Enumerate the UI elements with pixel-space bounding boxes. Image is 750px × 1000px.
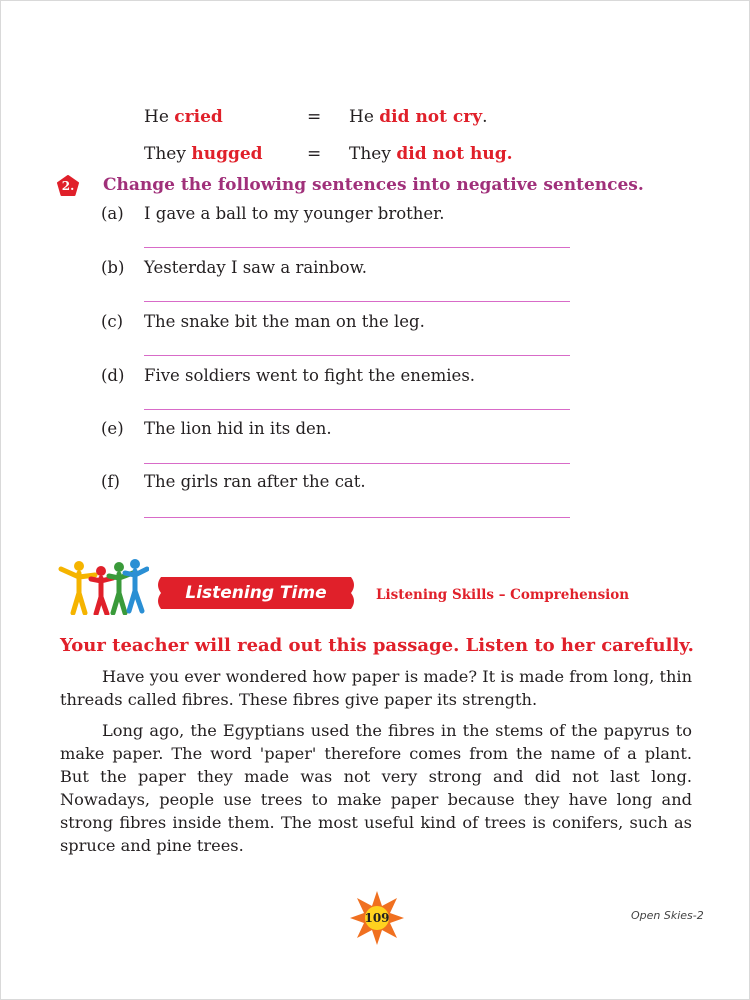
answer-line[interactable]	[144, 301, 570, 302]
exercise-item: (b) Yesterday I saw a rainbow.	[101, 258, 367, 277]
example-lhs: They hugged	[144, 144, 263, 164]
example-rhs: He did not cry.	[349, 107, 488, 127]
question-title: Change the following sentences into negative sentences.	[103, 175, 644, 195]
exercise-item: (d) Five soldiers went to fight the enemies.	[101, 366, 476, 385]
page-number: 109	[364, 911, 390, 925]
question-number-badge: 2.	[57, 175, 79, 197]
example-rhs: They did not hug.	[349, 144, 513, 164]
answer-line[interactable]	[144, 355, 570, 356]
listening-time-banner: Listening Time	[185, 583, 327, 603]
answer-line[interactable]	[144, 409, 570, 410]
passage-paragraph: Long ago, the Egyptians used the fibres in the stems of the papyrus to make paper. The word 'paper' therefore comes from the name of a plant. But the paper they made was not very strong and did not last long. Nowadays, people use trees to make paper because they have long and strong fibres inside them. The most useful kind of trees is conifers, such as spruce and pine trees.	[60, 721, 692, 855]
listening-instruction: Your teacher will read out this passage. Listen to her carefully.	[60, 635, 694, 656]
book-title-footer: Open Skies-2	[631, 909, 704, 922]
exercise-item: (c) The snake bit the man on the leg.	[101, 312, 425, 331]
answer-line[interactable]	[144, 247, 570, 248]
passage-paragraph: Have you ever wondered how paper is made? It is made from long, thin threads called fibres. These fibres give paper its strength.	[60, 667, 692, 709]
exercise-item: (f) The girls ran after the cat.	[101, 472, 366, 491]
listening-skills-label: Listening Skills – Comprehension	[376, 587, 630, 603]
equals-sign: =	[307, 144, 322, 164]
exercise-item: (a) I gave a ball to my younger brother.	[101, 204, 445, 223]
children-holding-hands-icon	[57, 559, 149, 615]
exercise-item: (e) The lion hid in its den.	[101, 419, 332, 438]
answer-line[interactable]	[144, 463, 570, 464]
answer-line[interactable]	[144, 517, 570, 518]
equals-sign: =	[307, 107, 322, 127]
example-lhs: He cried	[144, 107, 223, 127]
